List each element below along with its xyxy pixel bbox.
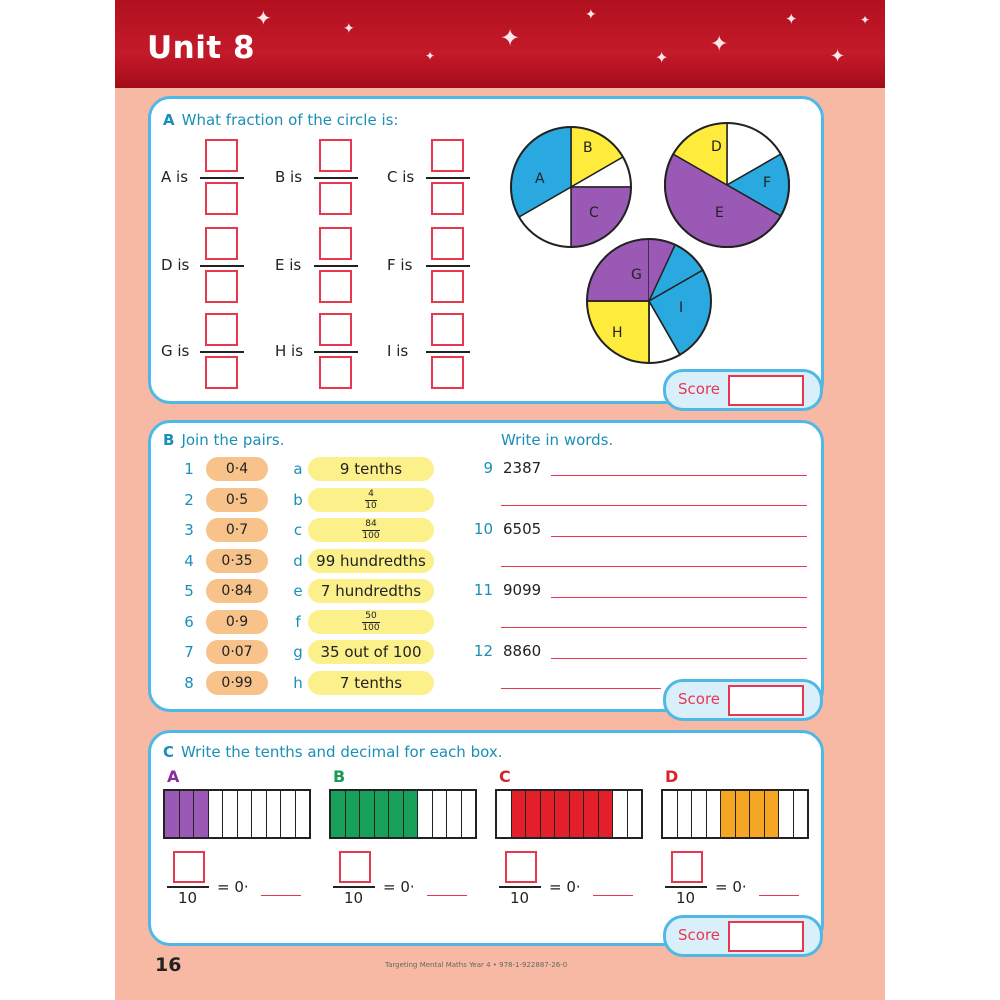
tenth-cell [447, 791, 462, 837]
unit-banner [115, 0, 885, 88]
tenth-cell [252, 791, 267, 837]
decimal-pill[interactable]: 0·99 [206, 671, 268, 695]
tenth-cell [238, 791, 253, 837]
grid-label: A [167, 767, 180, 786]
numerator-box[interactable] [431, 227, 464, 260]
decimal-pill[interactable]: 0·4 [206, 457, 268, 481]
fraction-bar [314, 265, 358, 267]
section-a-score [663, 369, 823, 411]
denominator-box[interactable] [431, 270, 464, 303]
decimal-pill[interactable]: 0·9 [206, 610, 268, 634]
pair-letter: b [293, 490, 303, 509]
pair-number: 6 [184, 612, 194, 631]
fraction-text [362, 612, 379, 633]
circle-label-d: D [711, 139, 722, 155]
tenth-cell [736, 791, 751, 837]
sparkle-icon: ✦ [785, 10, 798, 28]
decimal-pill[interactable]: 0·35 [206, 549, 268, 573]
circle-label-c: C [589, 205, 599, 221]
fraction-label: B is [275, 168, 303, 186]
denominator-box[interactable] [205, 182, 238, 215]
circle-label-h: H [612, 325, 623, 341]
numerator-box[interactable] [205, 139, 238, 172]
word-item-number: 11 [473, 581, 493, 599]
answer-line[interactable] [501, 627, 807, 628]
fraction-label: I is [387, 342, 409, 360]
fraction-bar [426, 265, 470, 267]
write-in-words-title: Write in words. [501, 431, 614, 449]
fraction-label: G is [161, 342, 190, 360]
pair-number: 4 [184, 551, 194, 570]
tenths-grid [163, 789, 311, 839]
tenth-cell [267, 791, 282, 837]
denominator-box[interactable] [319, 356, 352, 389]
sparkle-icon: ✦ [655, 48, 669, 67]
pair-letter: h [293, 673, 303, 692]
word-item-value: 2387 [503, 459, 542, 477]
section-c-panel [148, 730, 824, 946]
pair-number: 1 [184, 460, 194, 478]
decimal-pill[interactable]: 0·84 [206, 579, 268, 603]
decimal-pill[interactable]: 0·7 [206, 518, 268, 542]
fraction-denominator: 100 [362, 531, 380, 541]
tenth-cell [331, 791, 346, 837]
fraction-bar [167, 886, 209, 888]
match-pill[interactable]: 7 hundredths [308, 579, 434, 603]
tenth-cell [779, 791, 794, 837]
tenths-denominator: 10 [510, 889, 530, 907]
pair-number: 5 [184, 582, 194, 600]
numerator-box[interactable] [431, 139, 464, 172]
tenths-grid [661, 789, 809, 839]
answer-line[interactable] [551, 658, 807, 659]
tenth-cell [570, 791, 585, 837]
tenth-cell [360, 791, 375, 837]
numerator-box[interactable] [319, 313, 352, 346]
match-pill[interactable] [308, 488, 434, 512]
fraction-bar [314, 177, 358, 179]
pair-number: 3 [184, 521, 194, 539]
decimal-answer-line[interactable] [593, 895, 633, 896]
pair-letter: c [293, 521, 303, 539]
word-item-number: 9 [483, 459, 493, 477]
sparkle-icon: ✦ [425, 49, 436, 63]
sparkle-icon: ✦ [343, 21, 355, 37]
fraction-bar [665, 886, 707, 888]
equals-decimal: = 0· [549, 878, 581, 896]
answer-line[interactable] [501, 566, 807, 567]
tenths-denominator: 10 [344, 889, 364, 907]
tenth-cell [497, 791, 512, 837]
circle-label-e: E [715, 205, 724, 221]
tenth-cell [794, 791, 808, 837]
circle-label-a: A [535, 171, 545, 187]
fraction-bar [499, 886, 541, 888]
match-pill[interactable] [308, 518, 434, 542]
fraction-bar [200, 351, 244, 353]
word-item-number: 12 [473, 642, 493, 660]
match-pill[interactable]: 35 out of 100 [308, 640, 434, 664]
circle-label-i: I [679, 300, 684, 316]
grid-label: D [665, 767, 679, 786]
fraction-numerator: 84 [365, 519, 377, 529]
tenth-cell [541, 791, 556, 837]
fraction-label: A is [161, 168, 189, 186]
grid-label: B [333, 767, 346, 786]
tenth-cell [209, 791, 224, 837]
tenth-cell [346, 791, 361, 837]
numerator-box[interactable] [431, 313, 464, 346]
tenth-cell [180, 791, 195, 837]
pair-number: 7 [184, 643, 194, 661]
decimal-answer-line[interactable] [759, 895, 799, 896]
tenth-cell [194, 791, 209, 837]
circle-3 [587, 239, 711, 363]
tenths-numerator-box[interactable] [173, 851, 205, 883]
answer-line[interactable] [551, 475, 807, 476]
score-input-box[interactable] [728, 685, 804, 716]
tenth-cell [404, 791, 419, 837]
tenth-cell [678, 791, 693, 837]
fraction-denominator: 100 [362, 622, 380, 633]
score-label: Score [678, 690, 721, 708]
match-pill[interactable]: 7 tenths [308, 671, 434, 695]
circle-label-b: B [583, 140, 593, 156]
circle-1 [511, 127, 631, 247]
tenths-numerator-box[interactable] [339, 851, 371, 883]
fraction-bar [200, 265, 244, 267]
decimal-answer-line[interactable] [261, 895, 301, 896]
equals-decimal: = 0· [217, 878, 249, 896]
word-item-number: 10 [473, 520, 493, 538]
fraction-text [362, 520, 379, 541]
tenth-cell [375, 791, 390, 837]
tenth-cell [765, 791, 780, 837]
section-b-title: B Join the pairs. [163, 431, 285, 449]
denominator-box[interactable] [431, 182, 464, 215]
answer-line[interactable] [551, 597, 807, 598]
numerator-box[interactable] [205, 227, 238, 260]
answer-line[interactable] [551, 536, 807, 537]
footer-text: Targeting Mental Maths Year 4 • 978-1-922887-26-0 [385, 961, 568, 969]
match-pill[interactable]: 9 tenths [308, 457, 434, 481]
fraction-label: F is [387, 256, 413, 274]
unit-title: Unit 8 [147, 30, 256, 66]
circle-label-g: G [631, 267, 642, 283]
grid-label: C [499, 767, 511, 786]
fraction-bar [426, 351, 470, 353]
score-input-box[interactable] [728, 375, 804, 406]
pair-number: 8 [184, 673, 194, 692]
match-pill[interactable]: 99 hundredths [308, 549, 434, 573]
pair-letter: g [293, 643, 303, 661]
equals-decimal: = 0· [715, 878, 747, 896]
word-item-value: 8860 [503, 642, 542, 660]
fraction-bar [333, 886, 375, 888]
answer-line[interactable] [501, 505, 807, 506]
denominator-box[interactable] [205, 270, 238, 303]
denominator-box[interactable] [319, 182, 352, 215]
numerator-box[interactable] [319, 227, 352, 260]
tenth-cell [613, 791, 628, 837]
fraction-label: E is [275, 256, 302, 274]
worksheet-page [115, 0, 885, 1000]
tenth-cell [663, 791, 678, 837]
decimal-pill[interactable]: 0·5 [206, 488, 268, 512]
pair-number: 2 [184, 490, 194, 509]
decimal-answer-line[interactable] [427, 895, 467, 896]
tenth-cell [433, 791, 448, 837]
sparkle-icon: ✦ [710, 32, 729, 57]
fraction-label: C is [387, 168, 415, 186]
tenths-numerator-box[interactable] [505, 851, 537, 883]
section-c-title: C Write the tenths and decimal for each box. [163, 743, 503, 761]
pair-letter: a [293, 460, 303, 478]
tenth-cell [721, 791, 736, 837]
tenth-cell [707, 791, 722, 837]
page-number: 16 [155, 954, 182, 976]
tenths-grid [495, 789, 643, 839]
fraction-numerator: 4 [368, 488, 374, 499]
section-c-score [663, 915, 823, 957]
fraction-bar [314, 351, 358, 353]
tenth-cell [584, 791, 599, 837]
numerator-box[interactable] [319, 139, 352, 172]
score-input-box[interactable] [728, 921, 804, 952]
decimal-pill[interactable]: 0·07 [206, 640, 268, 664]
tenths-grid [329, 789, 477, 839]
tenths-denominator: 10 [676, 889, 696, 907]
pair-letter: f [295, 612, 301, 631]
tenth-cell [512, 791, 527, 837]
tenth-cell [555, 791, 570, 837]
fraction-denominator: 10 [365, 500, 377, 511]
answer-line[interactable] [501, 688, 661, 689]
circle-label-f: F [763, 175, 772, 191]
circle-2 [665, 123, 790, 247]
fraction-bar [200, 177, 244, 179]
section-a-panel [148, 96, 824, 404]
fraction-numerator: 50 [365, 610, 377, 621]
score-label: Score [678, 380, 721, 398]
sparkle-icon: ✦ [255, 6, 272, 30]
numerator-box[interactable] [205, 313, 238, 346]
tenth-cell [526, 791, 541, 837]
denominator-box[interactable] [205, 356, 238, 389]
tenths-denominator: 10 [178, 889, 198, 907]
tenth-cell [281, 791, 296, 837]
denominator-box[interactable] [319, 270, 352, 303]
denominator-box[interactable] [431, 356, 464, 389]
fraction-bar [426, 177, 470, 179]
score-label: Score [678, 926, 721, 944]
word-item-value: 9099 [503, 581, 542, 599]
tenth-cell [296, 791, 310, 837]
match-pill[interactable] [308, 610, 434, 634]
fraction-label: D is [161, 256, 190, 274]
tenth-cell [692, 791, 707, 837]
section-b-panel [148, 420, 824, 712]
pair-letter: e [293, 582, 303, 600]
tenth-cell [389, 791, 404, 837]
tenth-cell [628, 791, 642, 837]
tenth-cell [418, 791, 433, 837]
tenth-cell [223, 791, 238, 837]
tenth-cell [750, 791, 765, 837]
equals-decimal: = 0· [383, 878, 415, 896]
sparkle-icon: ✦ [860, 13, 871, 27]
fraction-circles [501, 119, 821, 369]
fraction-text [365, 490, 376, 511]
sparkle-icon: ✦ [585, 7, 597, 23]
pair-letter: d [293, 551, 303, 570]
section-a-title: A What fraction of the circle is: [163, 111, 399, 129]
section-b-score [663, 679, 823, 721]
tenth-cell [599, 791, 614, 837]
fraction-label: H is [275, 342, 304, 360]
tenths-numerator-box[interactable] [671, 851, 703, 883]
word-item-value: 6505 [503, 520, 542, 538]
sparkle-icon: ✦ [830, 46, 846, 67]
tenth-cell [165, 791, 180, 837]
tenth-cell [462, 791, 476, 837]
sparkle-icon: ✦ [500, 24, 521, 52]
